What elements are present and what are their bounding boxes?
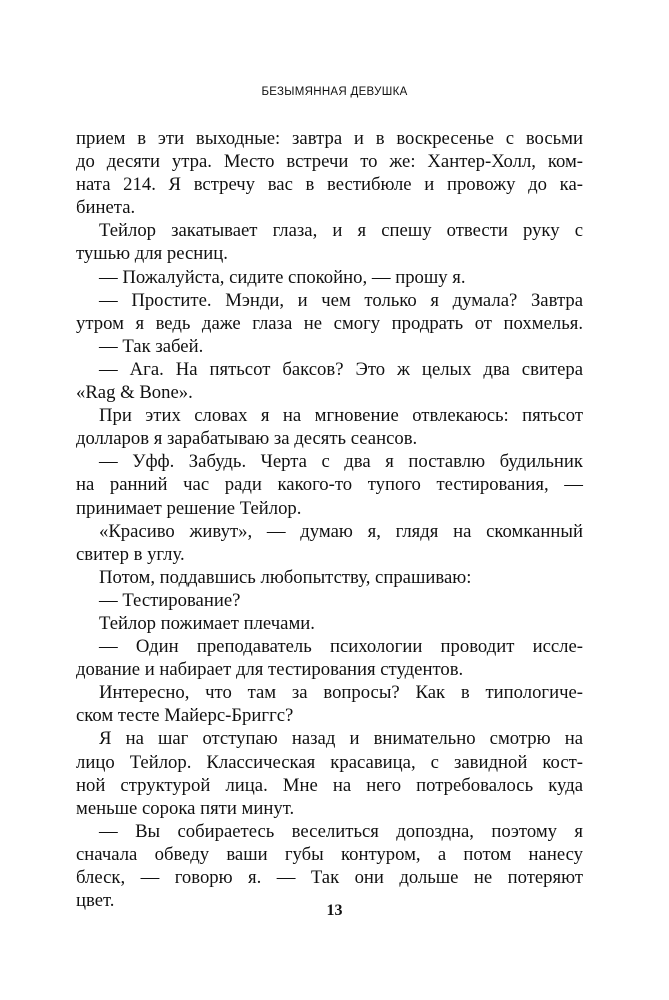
- text-line: меньше сорока пяти минут.: [76, 797, 295, 819]
- body-text: [76, 127, 583, 912]
- text-line: — Простите. Мэнди, и чем только я думала? Завтра: [99, 289, 583, 311]
- text-line: блеск, — говорю я. — Так они дольше не потеряют: [76, 867, 583, 888]
- text-line: — Один преподаватель психологии проводит иссле-: [99, 636, 583, 658]
- text-line: дование и набирает для тестирования студентов.: [76, 659, 464, 681]
- text-line: — Вы собираетесь веселиться допоздна, поэтому я: [99, 820, 583, 842]
- text-line: до десяти утра. Место встречи то же: Хантер-Холл, ком-: [76, 151, 583, 173]
- text-line: утром я ведь даже глаза не смогу продрать от похмелья.: [76, 312, 583, 334]
- text-line: бинета.: [76, 197, 136, 219]
- text-line: Тейлор закатывает глаза, и я спешу отвести руку с: [99, 220, 583, 242]
- text-line: — Пожалуйста, сидите спокойно, — прошу я.: [99, 266, 466, 288]
- text-line: Интересно, что там за вопросы? Как в типологиче-: [99, 682, 583, 704]
- running-head: БЕЗЫМЯННАЯ ДЕВУШКА: [261, 86, 408, 98]
- text-line: Тейлор пожимает плечами.: [99, 612, 315, 634]
- text-line: цвет.: [76, 890, 115, 912]
- text-line: лицо Тейлор. Классическая красавица, с завидной кост-: [76, 751, 583, 773]
- text-line: «Красиво живут», — думаю я, глядя на скомканный: [99, 520, 583, 542]
- text-line: — Уфф. Забудь. Черта с два я поставлю будильник: [99, 451, 583, 473]
- text-line: долларов я зарабатываю за десять сеансов.: [76, 428, 418, 450]
- text-line: сначала обведу ваши губы контуром, а потом нанесу: [76, 843, 583, 865]
- text-line: Я на шаг отступаю назад и внимательно смотрю на: [99, 728, 583, 750]
- page-number: 13: [326, 902, 343, 919]
- text-line: на ранний час ради какого-то тупого тестирования, —: [76, 474, 583, 496]
- text-line: принимает решение Тейлор.: [76, 497, 302, 519]
- text-line: При этих словах я на мгновение отвлекаюсь: пятьсот: [99, 405, 583, 427]
- text-line: ной структурой лица. Мне на него потребовалось куда: [76, 774, 583, 796]
- text-line: свитер в углу.: [76, 543, 185, 565]
- text-line: ната 214. Я встречу вас в вестибюле и провожу до ка-: [76, 174, 583, 196]
- text-line: прием в эти выходные: завтра и в воскресенье с восьми: [76, 128, 583, 149]
- text-line: ском тесте Майерс-Бриггс?: [76, 705, 294, 727]
- text-line: Потом, поддавшись любопытству, спрашиваю:: [99, 566, 472, 588]
- text-line: — Так забей.: [99, 335, 204, 357]
- text-line: — Тестирование?: [99, 589, 241, 611]
- text-line: «Rag & Bone».: [76, 382, 193, 404]
- text-line: — Ага. На пятьсот баксов? Это ж целых два свитера: [99, 358, 583, 380]
- text-line: тушью для ресниц.: [76, 243, 228, 265]
